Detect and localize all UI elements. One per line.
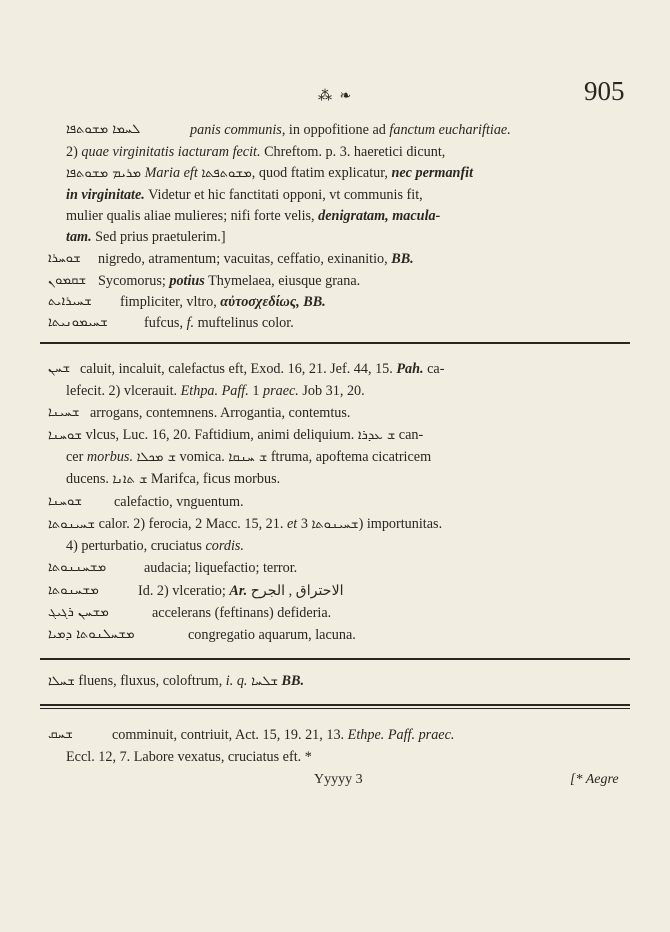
syriac-headword: ܫܩܡܘܢ bbox=[48, 273, 87, 288]
section-rule bbox=[40, 658, 630, 660]
syriac-term: ܫ ܡܟܠܐ bbox=[133, 450, 176, 465]
syriac-term: ܫ ܬܐܢܐ bbox=[112, 472, 148, 487]
syriac-headword: ܡܫܚܢ ܪܓܝܓ bbox=[48, 605, 109, 620]
section-rule bbox=[40, 704, 630, 706]
gloss-text: mulier qualis aliae mulieres; nifi forte velis, bbox=[66, 208, 319, 224]
gloss-italic: morbus. bbox=[86, 449, 133, 465]
catchword: [* Aegre bbox=[570, 772, 619, 787]
arabic-gloss: الاحتراق , الجرح bbox=[247, 583, 344, 599]
syriac-term: ܡܫܘܬܦܬܐ bbox=[201, 166, 252, 181]
syriac-term: ܡܪܝܡ ܡܫܘܬܦܐ bbox=[66, 166, 142, 181]
syriac-headword: ܡܫܚܢܘܬܐ bbox=[48, 583, 99, 598]
gloss-text: Sycomorus; bbox=[98, 273, 170, 289]
gloss-text: 1 bbox=[248, 383, 263, 399]
gloss-text: accelerans (feftinans) defideria. bbox=[152, 605, 332, 621]
gloss-italic: panis communis bbox=[190, 122, 282, 138]
gloss-italic: Pah. bbox=[396, 361, 424, 377]
syriac-term: ܫܚܝܢܘܬܐ bbox=[297, 517, 359, 532]
syriac-headword: ܡܫܚܢܢܘܬܐ bbox=[48, 560, 107, 575]
source-abbrev: BB. bbox=[391, 251, 414, 267]
gloss-text: ftruma, apoftema cicatricem bbox=[267, 449, 432, 465]
gloss-italic: Ar. bbox=[229, 583, 248, 599]
syriac-term: ܠܚܡܐ ܡܫܘܬܦܐ bbox=[66, 122, 141, 137]
syriac-headword: ܫܘܚܢܐ bbox=[48, 494, 83, 509]
gloss-italic: nec permanfit bbox=[391, 165, 474, 181]
gloss-text: vlcus, Luc. 16, 20. Faftidium, animi deliquium. bbox=[82, 427, 358, 443]
syriac-term: ܫ ܚܢܩܐ bbox=[228, 450, 268, 465]
gloss-italic: Ethpa. Paff. bbox=[180, 383, 249, 399]
syriac-headword: ܫܚܝܡܘܢܝܬܐ bbox=[48, 315, 108, 330]
gloss-text: 2) bbox=[66, 144, 82, 160]
syriac-term: ܫܠܚܐ bbox=[247, 674, 278, 689]
gloss-text: 3) importunitas. bbox=[300, 516, 443, 532]
syriac-headword: ܫܘܚܪܐ bbox=[48, 251, 81, 266]
gloss-text: ca- bbox=[423, 361, 445, 377]
syriac-headword: ܫܚܠܐ bbox=[48, 674, 75, 689]
gloss-text: congregatio aquarum, lacuna. bbox=[188, 627, 356, 643]
gloss-text: Videtur et hic fanctitati opponi, vt communis fit, bbox=[144, 187, 423, 203]
section-rule bbox=[40, 342, 630, 344]
gloss-text: comminuit, contriuit, Act. 15, 19. 21, 13. bbox=[112, 727, 348, 743]
page-number: 905 bbox=[584, 76, 625, 106]
greek-gloss: αὐτοσχεδίως, BB. bbox=[220, 294, 326, 310]
gloss-text: Id. 2) vlceratio; bbox=[138, 583, 230, 599]
gloss-italic: Maria eft bbox=[141, 165, 202, 181]
gloss-italic: praec. bbox=[263, 383, 299, 399]
gloss-italic: i. q. bbox=[225, 673, 248, 689]
gloss-text: fufcus, bbox=[144, 315, 187, 331]
gloss-italic: cordis. bbox=[205, 538, 244, 554]
gloss-text: Marifca, ficus morbus. bbox=[147, 471, 281, 487]
gloss-italic: f. bbox=[186, 315, 195, 331]
gloss-text: , in oppofitione ad bbox=[281, 122, 390, 138]
gloss-text: , quod ftatim explicatur, bbox=[251, 165, 392, 181]
gloss-text: muftelinus color. bbox=[194, 315, 294, 331]
syriac-headword: ܫܚܢ bbox=[48, 361, 71, 376]
gloss-text: Thymelaea, eiusque grana. bbox=[204, 273, 361, 289]
gloss-text: nigredo, atramentum; vacuitas, ceffatio, exinanitio, bbox=[98, 251, 392, 267]
gloss-text: fluens, fluxus, coloftrum, bbox=[74, 673, 226, 689]
gloss-text: audacia; liquefactio; terror. bbox=[144, 560, 298, 576]
gloss-text: Job 31, 20. bbox=[298, 383, 365, 399]
syriac-headword: ܫܘܚܢܐ bbox=[48, 428, 83, 443]
syriac-headword: ܫܚܩ bbox=[48, 727, 73, 742]
gloss-text: caluit, incaluit, calefactus eft, Exod. 16, 21. Jef. 44, 15. bbox=[80, 361, 397, 377]
gloss-text: calefactio, vnguentum. bbox=[114, 494, 244, 510]
gloss-text: 4) perturbatio, cruciatus bbox=[66, 538, 206, 554]
section-rule bbox=[40, 708, 630, 709]
gloss-italic: in virginitate. bbox=[66, 187, 145, 203]
gloss-text: can- bbox=[395, 427, 424, 443]
gloss-text: vomica. bbox=[175, 449, 229, 465]
gloss-text: arrogans, contemnens. Arrogantia, contemtus. bbox=[90, 405, 351, 421]
gloss-italic: potius bbox=[169, 273, 205, 289]
gloss-italic: quae virginitatis iacturam fecit. bbox=[81, 144, 261, 160]
gloss-text: Eccl. 12, 7. Labore vexatus, cruciatus eft. * bbox=[66, 749, 312, 765]
signature-mark: Yyyyy 3 bbox=[314, 772, 363, 787]
gloss-italic: tam. bbox=[66, 229, 92, 245]
gloss-text: fimpliciter, vltro, bbox=[120, 294, 221, 310]
gloss-italic: denigratam, macula- bbox=[318, 208, 441, 224]
syriac-headword: ܡܫܚܠܢܘܬܐ ܕܡܝܐ bbox=[48, 627, 135, 642]
syriac-headword: ܫܚܝܢܐ bbox=[48, 405, 80, 420]
gloss-text: ducens. bbox=[66, 471, 113, 487]
syriac-headword: ܫܚܝܪܐܝܬ bbox=[48, 294, 92, 309]
syriac-term: ܫ ܥܕܪܐ bbox=[357, 428, 396, 443]
header-ornament: ⁂ ❧ bbox=[318, 89, 354, 104]
gloss-text: lefecit. 2) vlcerauit. bbox=[66, 383, 181, 399]
syriac-headword: ܫܚܝܢܘܬܐ bbox=[48, 517, 96, 532]
gloss-text: Chreftom. p. 3. haeretici dicunt, bbox=[260, 144, 446, 160]
gloss-text: Sed prius praetulerim.] bbox=[91, 229, 226, 245]
gloss-text: calor. 2) ferocia, 2 Macc. 15, 21. bbox=[95, 516, 287, 532]
gloss-text: cer bbox=[66, 449, 87, 465]
gloss-italic: Ethpe. Paff. praec. bbox=[347, 727, 455, 743]
source-abbrev: BB. bbox=[278, 673, 305, 689]
gloss-italic: fanctum euchariftiae. bbox=[389, 122, 511, 138]
gloss-italic: et bbox=[286, 516, 298, 532]
